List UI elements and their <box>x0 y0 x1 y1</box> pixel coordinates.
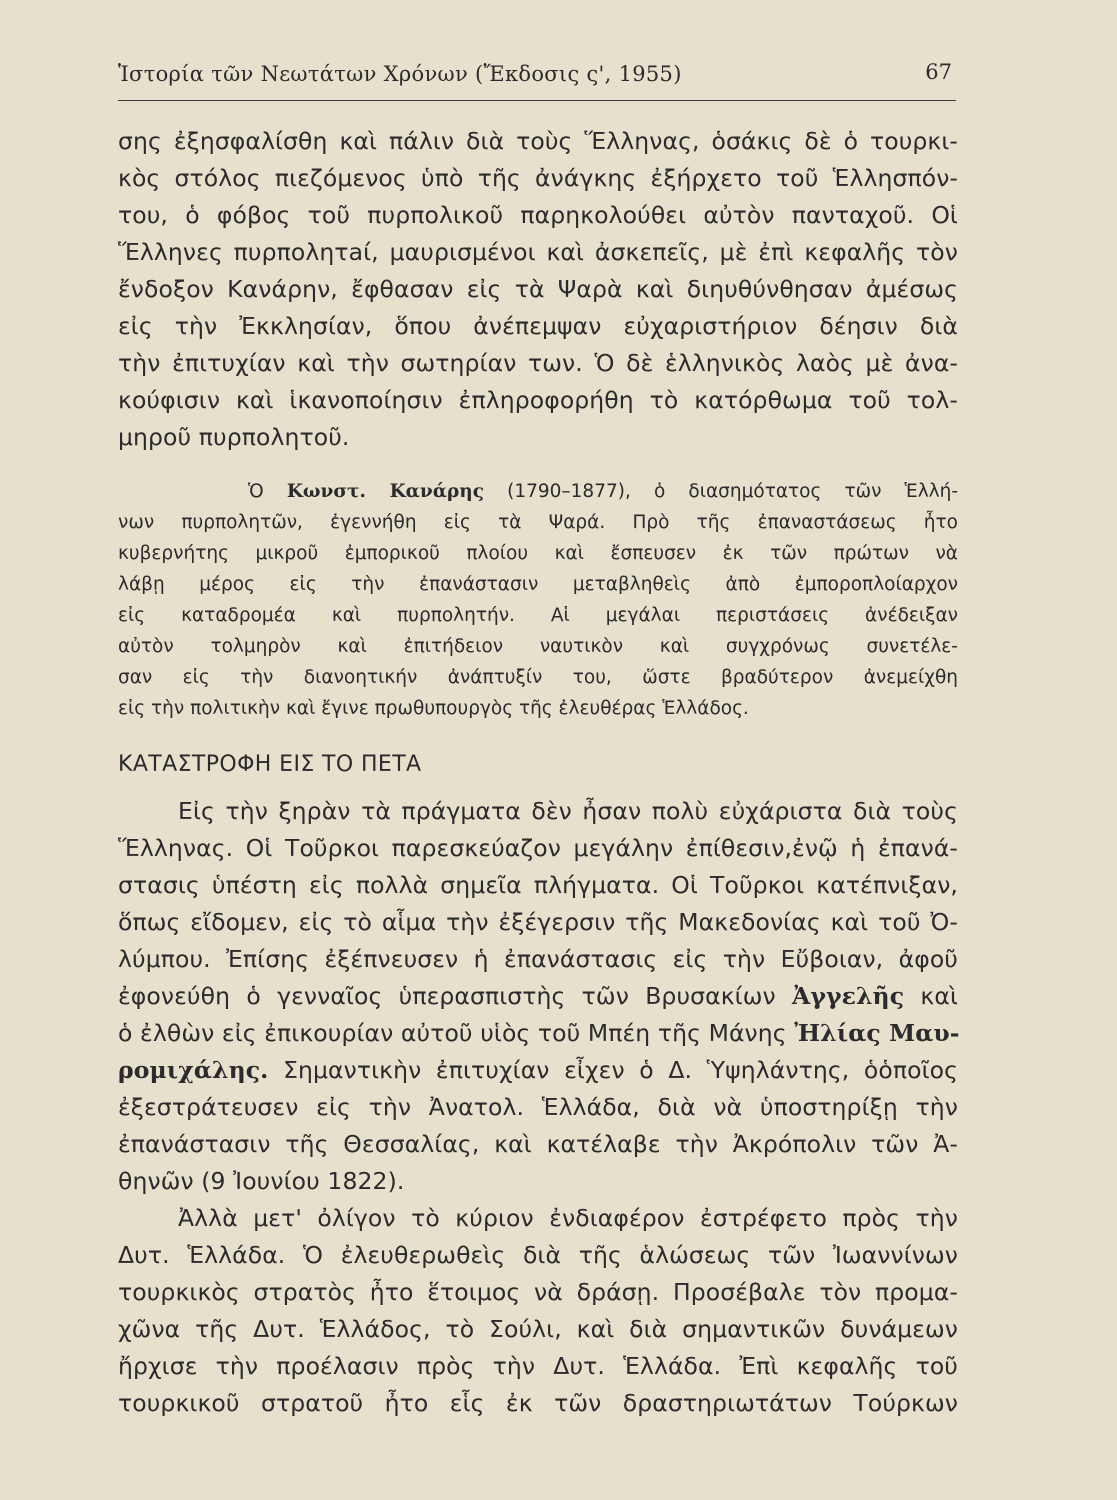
note-line: αὐτὸν τολμηρὸν καὶ ἐπιτήδειον ναυτικὸν καὶ συγχρόνως συνετέλε- <box>118 636 958 657</box>
note-dates: (1790–1877), ὁ διασημότατος τῶν Ἑλλή- <box>507 481 958 502</box>
person-name: ρομιχάλης. <box>118 1056 269 1084</box>
note-line <box>248 478 958 506</box>
running-title: Ἱστορία τῶν Νεωτάτων Χρόνων (Ἔκδοσις ς', 1955) <box>118 62 682 86</box>
text-line: στασις ὑπέστη εἰς πολλὰ σημεῖα πλήγματα. Οἱ Τοῦρκοι κατέπνιξαν, <box>118 871 958 899</box>
text-line: σης ἐξησφαλίσθη καὶ πάλιν διὰ τοὺς Ἕλληνας, ὁσάκις δὲ ὁ τουρκι- <box>118 127 958 155</box>
text-run: ἐφονεύθη ὁ γενναῖος ὑπερασπιστὴς τῶν Βρυσακίων <box>118 982 776 1010</box>
text-line: εἰς τὴν Ἐκκλησίαν, ὅπου ἀνέπεμψαν εὐχαριστήριον δέησιν διὰ <box>118 312 958 340</box>
text-line: ἐπανάστασιν τῆς Θεσσαλίας, καὶ κατέλαβε τὴν Ἀκρόπολιν τῶν Ἀ- <box>118 1130 958 1158</box>
note-line: σαν εἰς τὴν διανοητικήν ἀνάπτυξίν του, ὥστε βραδύτερον ἀνεμείχθη <box>118 667 958 688</box>
text-line: Ἕλληνας. Οἱ Τοῦρκοι παρεσκεύαζον μεγάλην ἐπίθεσιν,ἐνῷ ἡ ἐπανά- <box>118 834 958 862</box>
text-line: θηνῶν (9 Ἰουνίου 1822). <box>118 1167 405 1195</box>
text-line: ὅπως εἴδομεν, εἰς τὸ αἷμα τὴν ἐξέγερσιν τῆς Μακεδονίας καὶ τοῦ Ὀ- <box>118 908 958 936</box>
text-line: κὸς στόλος πιεζόμενος ὑπὸ τῆς ἀνάγκης ἐξήρχετο τοῦ Ἑλλησπόν- <box>118 164 958 192</box>
text-line: του, ὁ φόβος τοῦ πυρπολικοῦ παρηκολούθει αὐτὸν πανταχοῦ. Οἱ <box>118 201 958 229</box>
text-line: ἐξεστράτευσεν εἰς τὴν Ἀνατολ. Ἑλλάδα, διὰ νὰ ὑποστηρίξῃ τὴν <box>118 1093 958 1121</box>
text-line: τὴν ἐπιτυχίαν καὶ τὴν σωτηρίαν των. Ὁ δὲ ἑλληνικὸς λαὸς μὲ ἀνα- <box>118 349 958 377</box>
note-line: νων πυρπολητῶν, ἐγεννήθη εἰς τὰ Ψαρά. Πρὸ τῆς ἐπαναστάσεως ἦτο <box>118 512 958 533</box>
text-run: ὁ ἐλθὼν εἰς ἐπικουρίαν αὐτοῦ υἱὸς τοῦ Μπέη τῆς Μάνης <box>118 1019 787 1047</box>
text-line: Δυτ. Ἑλλάδα. Ὁ ἐλευθερωθεὶς διὰ τῆς ἁλώσεως τῶν Ἰωαννίνων <box>118 1241 958 1269</box>
text-line: Ἕλληνες πυρπολητaί, μαυρισμένοι καὶ ἀσκεπεῖς, μὲ ἐπὶ κεφαλῆς τὸν <box>118 238 958 266</box>
text-line: μηροῦ πυρπολητοῦ. <box>118 423 350 451</box>
text-line <box>118 1016 958 1050</box>
page-number: 67 <box>925 60 952 84</box>
person-name: Ἀγγελῆς <box>792 982 905 1010</box>
note-line: εἰς καταδρομέα καὶ πυρπολητήν. Αἱ μεγάλαι περιστάσεις ἀνέδειξαν <box>118 605 958 626</box>
text-line: χῶνα τῆς Δυτ. Ἑλλάδος, τὸ Σούλι, καὶ διὰ σημαντικῶν δυνάμεων <box>118 1315 958 1343</box>
note-line: εἰς τὴν πολιτικὴν καὶ ἔγινε πρωθυπουργὸς τῆς ἐλευθέρας Ἑλλάδος. <box>118 698 749 719</box>
note-line: κυβερνήτης μικροῦ ἐμπορικοῦ πλοίου καὶ ἔσπευσεν ἐκ τῶν πρώτων νὰ <box>118 543 958 564</box>
text-line: Ἀλλὰ μετ' ὀλίγον τὸ κύριον ἐνδιαφέρον ἐστρέφετο πρὸς τὴν <box>178 1204 958 1232</box>
text-line <box>118 1053 958 1087</box>
text-run: Σημαντικὴν ἐπιτυχίαν εἶχεν ὁ Δ. Ὑψηλάντης, ὁὁποῖος <box>283 1056 958 1084</box>
note-article: Ὁ <box>248 481 264 502</box>
person-name: Ἠλίας Μαυ- <box>794 1019 960 1047</box>
text-run: καὶ <box>920 982 959 1010</box>
text-line: ἔνδοξον Κανάρην, ἔφθασαν εἰς τὰ Ψαρὰ καὶ διηυθύνθησαν ἀμέσως <box>118 275 958 303</box>
note-name: Κωνστ. Κανάρης <box>286 481 484 502</box>
note-line: λάβῃ μέρος εἰς τὴν ἐπανάστασιν μεταβληθεὶς ἀπὸ ἐμποροπλοίαρχον <box>118 574 958 595</box>
section-heading: ΚΑΤΑΣΤΡΟΦΗ ΕΙΣ ΤΟ ΠΕΤΑ <box>118 752 422 777</box>
text-line: ἤρχισε τὴν προέλασιν πρὸς τὴν Δυτ. Ἑλλάδα. Ἐπὶ κεφαλῆς τοῦ <box>118 1352 958 1380</box>
text-line: κούφισιν καὶ ἱκανοποίησιν ἐπληροφορήθη τὸ κατόρθωμα τοῦ τολ- <box>118 386 958 414</box>
page-header <box>118 60 956 101</box>
text-line: τουρκικὸς στρατὸς ἦτο ἕτοιμος νὰ δράσῃ. Προσέβαλε τὸν προμα- <box>118 1278 958 1306</box>
text-line: Εἰς τὴν ξηρὰν τὰ πράγματα δὲν ἦσαν πολὺ εὐχάριστα διὰ τοὺς <box>178 797 958 825</box>
text-line <box>118 979 958 1013</box>
text-line: τουρκικοῦ στρατοῦ ἦτο εἷς ἐκ τῶν δραστηριωτάτων Τούρκων <box>118 1389 958 1417</box>
text-line: λύμπου. Ἐπίσης ἐξέπνευσεν ἡ ἐπανάστασις εἰς τὴν Εὔβοιαν, ἀφοῦ <box>118 945 958 973</box>
